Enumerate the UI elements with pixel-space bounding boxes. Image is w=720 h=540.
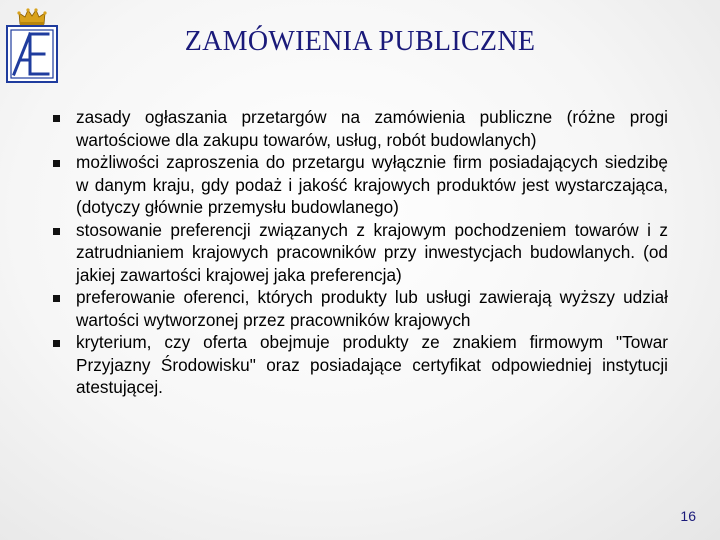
list-item bbox=[38, 286, 668, 331]
square-bullet-icon bbox=[53, 115, 60, 122]
slide-title: ZAMÓWIENIA PUBLICZNE bbox=[184, 26, 536, 57]
bullet-text: zasady ogłaszania przetargów na zamówienia publiczne (różne progi wartościowe dla zakupu towarów, usług, robót budowlanych) bbox=[76, 107, 668, 150]
bullet-text: kryterium, czy oferta obejmuje produkty ze znakiem firmowym "Towar Przyjazny Środowisku" oraz posiadające certyfikat odpowiedniej instytucji atestującej. bbox=[76, 332, 668, 397]
crown-icon bbox=[17, 8, 46, 25]
list-item bbox=[38, 331, 668, 399]
list-item bbox=[38, 106, 668, 151]
bullet-text: preferowanie oferenci, których produkty lub usługi zawierają wyższy udział wartości wytworzonej przez pracowników krajowych bbox=[76, 287, 668, 330]
bullet-text: możliwości zaproszenia do przetargu wyłącznie firm posiadających siedzibę w danym kraju, gdy podaż i jakość krajowych produktów jest wystarczająca, (dotyczy głównie przemysłu budowlanego) bbox=[76, 152, 668, 217]
square-bullet-icon bbox=[53, 160, 60, 167]
list-item bbox=[38, 219, 668, 287]
square-bullet-icon bbox=[53, 295, 60, 302]
page-number: 16 bbox=[680, 508, 696, 524]
bullet-list bbox=[38, 106, 668, 399]
bullet-text: stosowanie preferencji związanych z krajowym pochodzeniem towarów i z zatrudnianiem krajowych pracowników przy inwestycjach budowlanych. (od jakiej zawartości krajowej jaka preferencja) bbox=[76, 219, 668, 285]
list-item bbox=[38, 151, 668, 219]
square-bullet-icon bbox=[53, 340, 60, 347]
square-bullet-icon bbox=[53, 228, 60, 235]
